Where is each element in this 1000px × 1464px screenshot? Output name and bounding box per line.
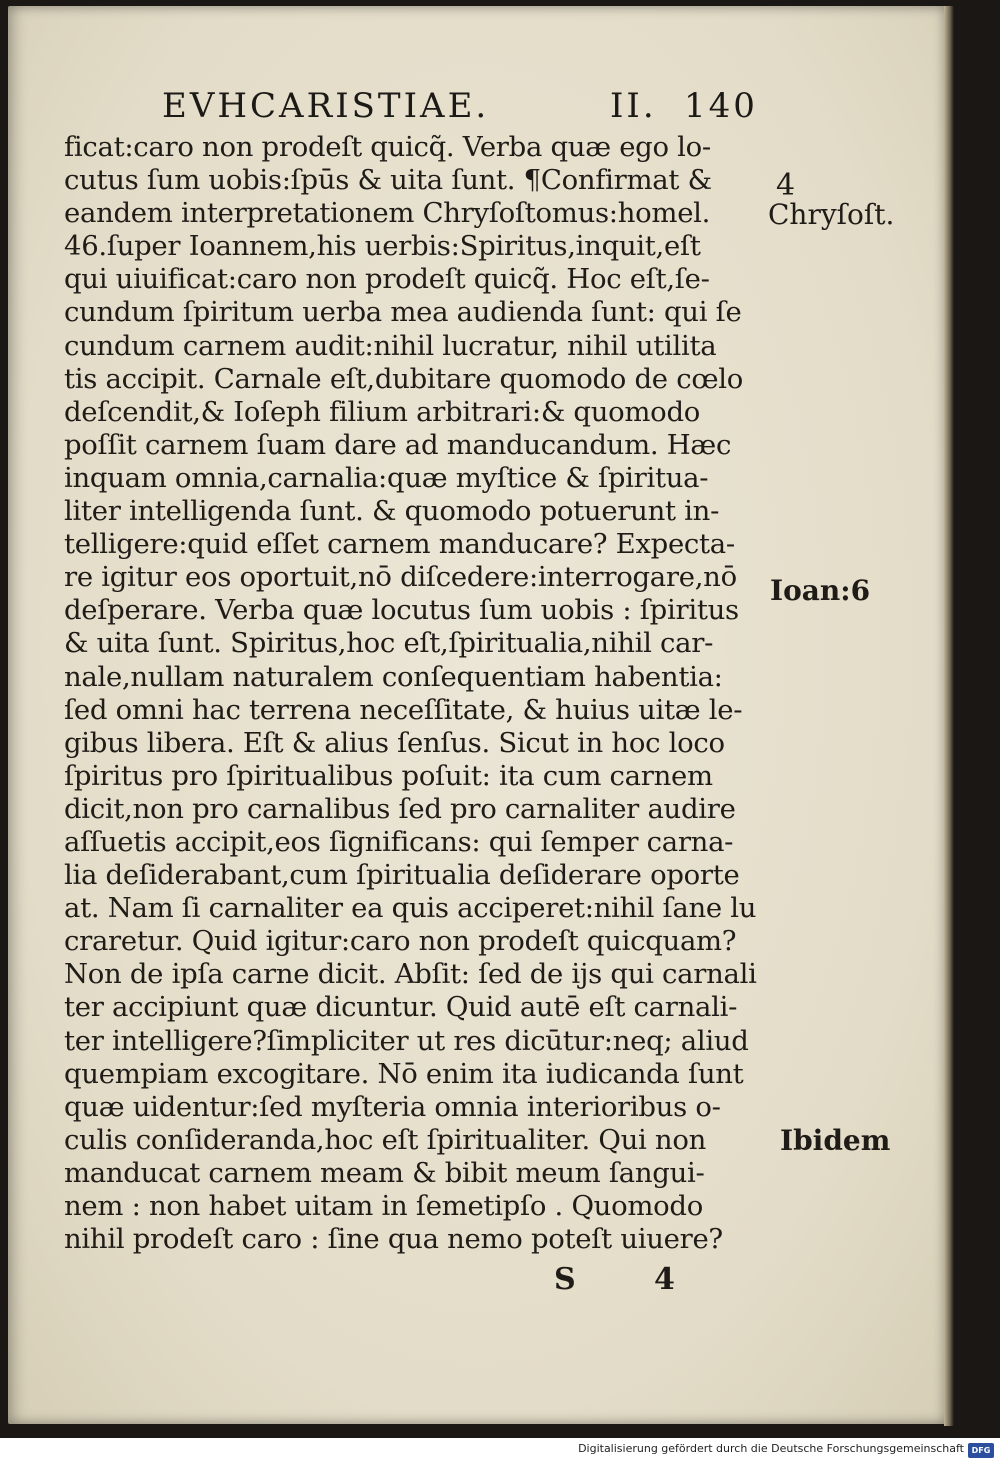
text-line: eandem interpretationem Chryſoſtomus:homel. [64, 197, 711, 230]
funding-credit: Digitalisierung gefördert durch die Deutsche Forschungsgemeinschaft [578, 1442, 964, 1455]
text-line: poſſit carnem ſuam dare ad manducandum. Hæc [64, 428, 732, 461]
text-line: liter intelligenda ſunt. & quomodo potuerunt in- [64, 495, 720, 528]
margin-note-chrysostom: Chryſoſt. [768, 198, 895, 231]
text-line: nihil prodeſt caro : ſine qua nemo poteſt uiuere? [64, 1223, 723, 1256]
text-line: inquam omnia,carnalia:quæ myſtice & ſpiritua- [64, 461, 709, 494]
text-line: 46.ſuper Ioannem,his uerbis:Spiritus,inquit,eſt [64, 230, 701, 263]
signature-number: 4 [654, 1262, 675, 1297]
text-line: aſſuetis accipit,eos ſignificans: qui ſemper carna- [64, 825, 734, 858]
text-line: cundum carnem audit:nihil lucratur, nihil utilita [64, 329, 717, 362]
signature-letter: S [554, 1262, 576, 1297]
text-line: dicit,non pro carnalibus ſed pro carnaliter audire [64, 792, 736, 825]
text-line: lia deſiderabant,cum ſpiritualia deſiderare oporte [64, 859, 740, 892]
dfg-logo: DFG [968, 1443, 994, 1458]
margin-note-number: 4 [776, 168, 796, 203]
page-edge [944, 6, 954, 1426]
folio-number: 140 [684, 86, 758, 126]
margin-note-ibidem: Ibidem [780, 1124, 891, 1157]
text-line: deſcendit,& Ioſeph filium arbitrari:& quomodo [64, 395, 701, 428]
text-line: cundum ſpiritum uerba mea audienda ſunt: qui ſe [64, 296, 742, 329]
section-number: II. [610, 86, 657, 126]
text-line: nem : non habet uitam in ſemetipſo . Quomodo [64, 1190, 703, 1222]
text-line: nale,nullam naturalem conſequentiam habentia: [64, 660, 723, 693]
text-line: deſperare. Verba quæ locutus ſum uobis : ſpiritus [64, 594, 739, 627]
text-line: craretur. Quid igitur:caro non prodeſt quicquam? [64, 925, 737, 958]
text-line: culis conſideranda,hoc eſt ſpiritualiter. Qui non [64, 1123, 706, 1156]
footer-bar [0, 1438, 1000, 1464]
text-line: Non de ipſa carne dicit. Abſit: ſed de ijs qui carnali [64, 958, 757, 991]
text-line: ficat:caro non prodeſt quicq̃. Verba quæ ego lo- [64, 131, 711, 163]
text-line: quæ uidentur:ſed myſteria omnia interioribus o- [64, 1090, 721, 1123]
text-line: ter accipiunt quæ dicuntur. Quid autē eſt carnali- [64, 991, 738, 1024]
text-line: gibus libera. Eſt & alius ſenſus. Sicut in hoc loco [64, 726, 725, 759]
text-line: manducat carnem meam & bibit meum ſangui- [64, 1156, 705, 1189]
text-line: quempiam excogitare. Nō enim ita iudicanda ſunt [64, 1057, 744, 1090]
text-line: re igitur eos oportuit,nō diſcedere:interrogare,nō [64, 561, 737, 594]
text-line: ſpiritus pro ſpiritualibus poſuit: ita cum carnem [64, 759, 713, 792]
text-line: cutus ſum uobis:ſpūs & uita ſunt. ¶Confirmat & [64, 164, 712, 197]
body-text [64, 131, 764, 1256]
text-line: qui uiuificat:caro non prodeſt quicq̃. Hoc eſt,ſe- [64, 263, 710, 296]
running-title: EVHCARISTIAE. [162, 86, 490, 126]
text-line: at. Nam ſi carnaliter ea quis acciperet:nihil ſane lu [64, 892, 757, 925]
margin-note-ioan: Ioan:6 [770, 574, 871, 607]
text-line: ter intelligere?ſimpliciter ut res dicūtur:neq; aliud [64, 1024, 749, 1057]
text-line: ſed omni hac terrena neceſſitate, & huius uitæ le- [64, 693, 743, 726]
text-line: tis accipit. Carnale eſt,dubitare quomodo de cœlo [64, 362, 743, 395]
text-line: telligere:quid eſſet carnem manducare? Expecta- [64, 528, 735, 561]
running-header [162, 86, 758, 130]
text-line: & uita ſunt. Spiritus,hoc eſt,ſpiritualia,nihil car- [64, 627, 714, 660]
